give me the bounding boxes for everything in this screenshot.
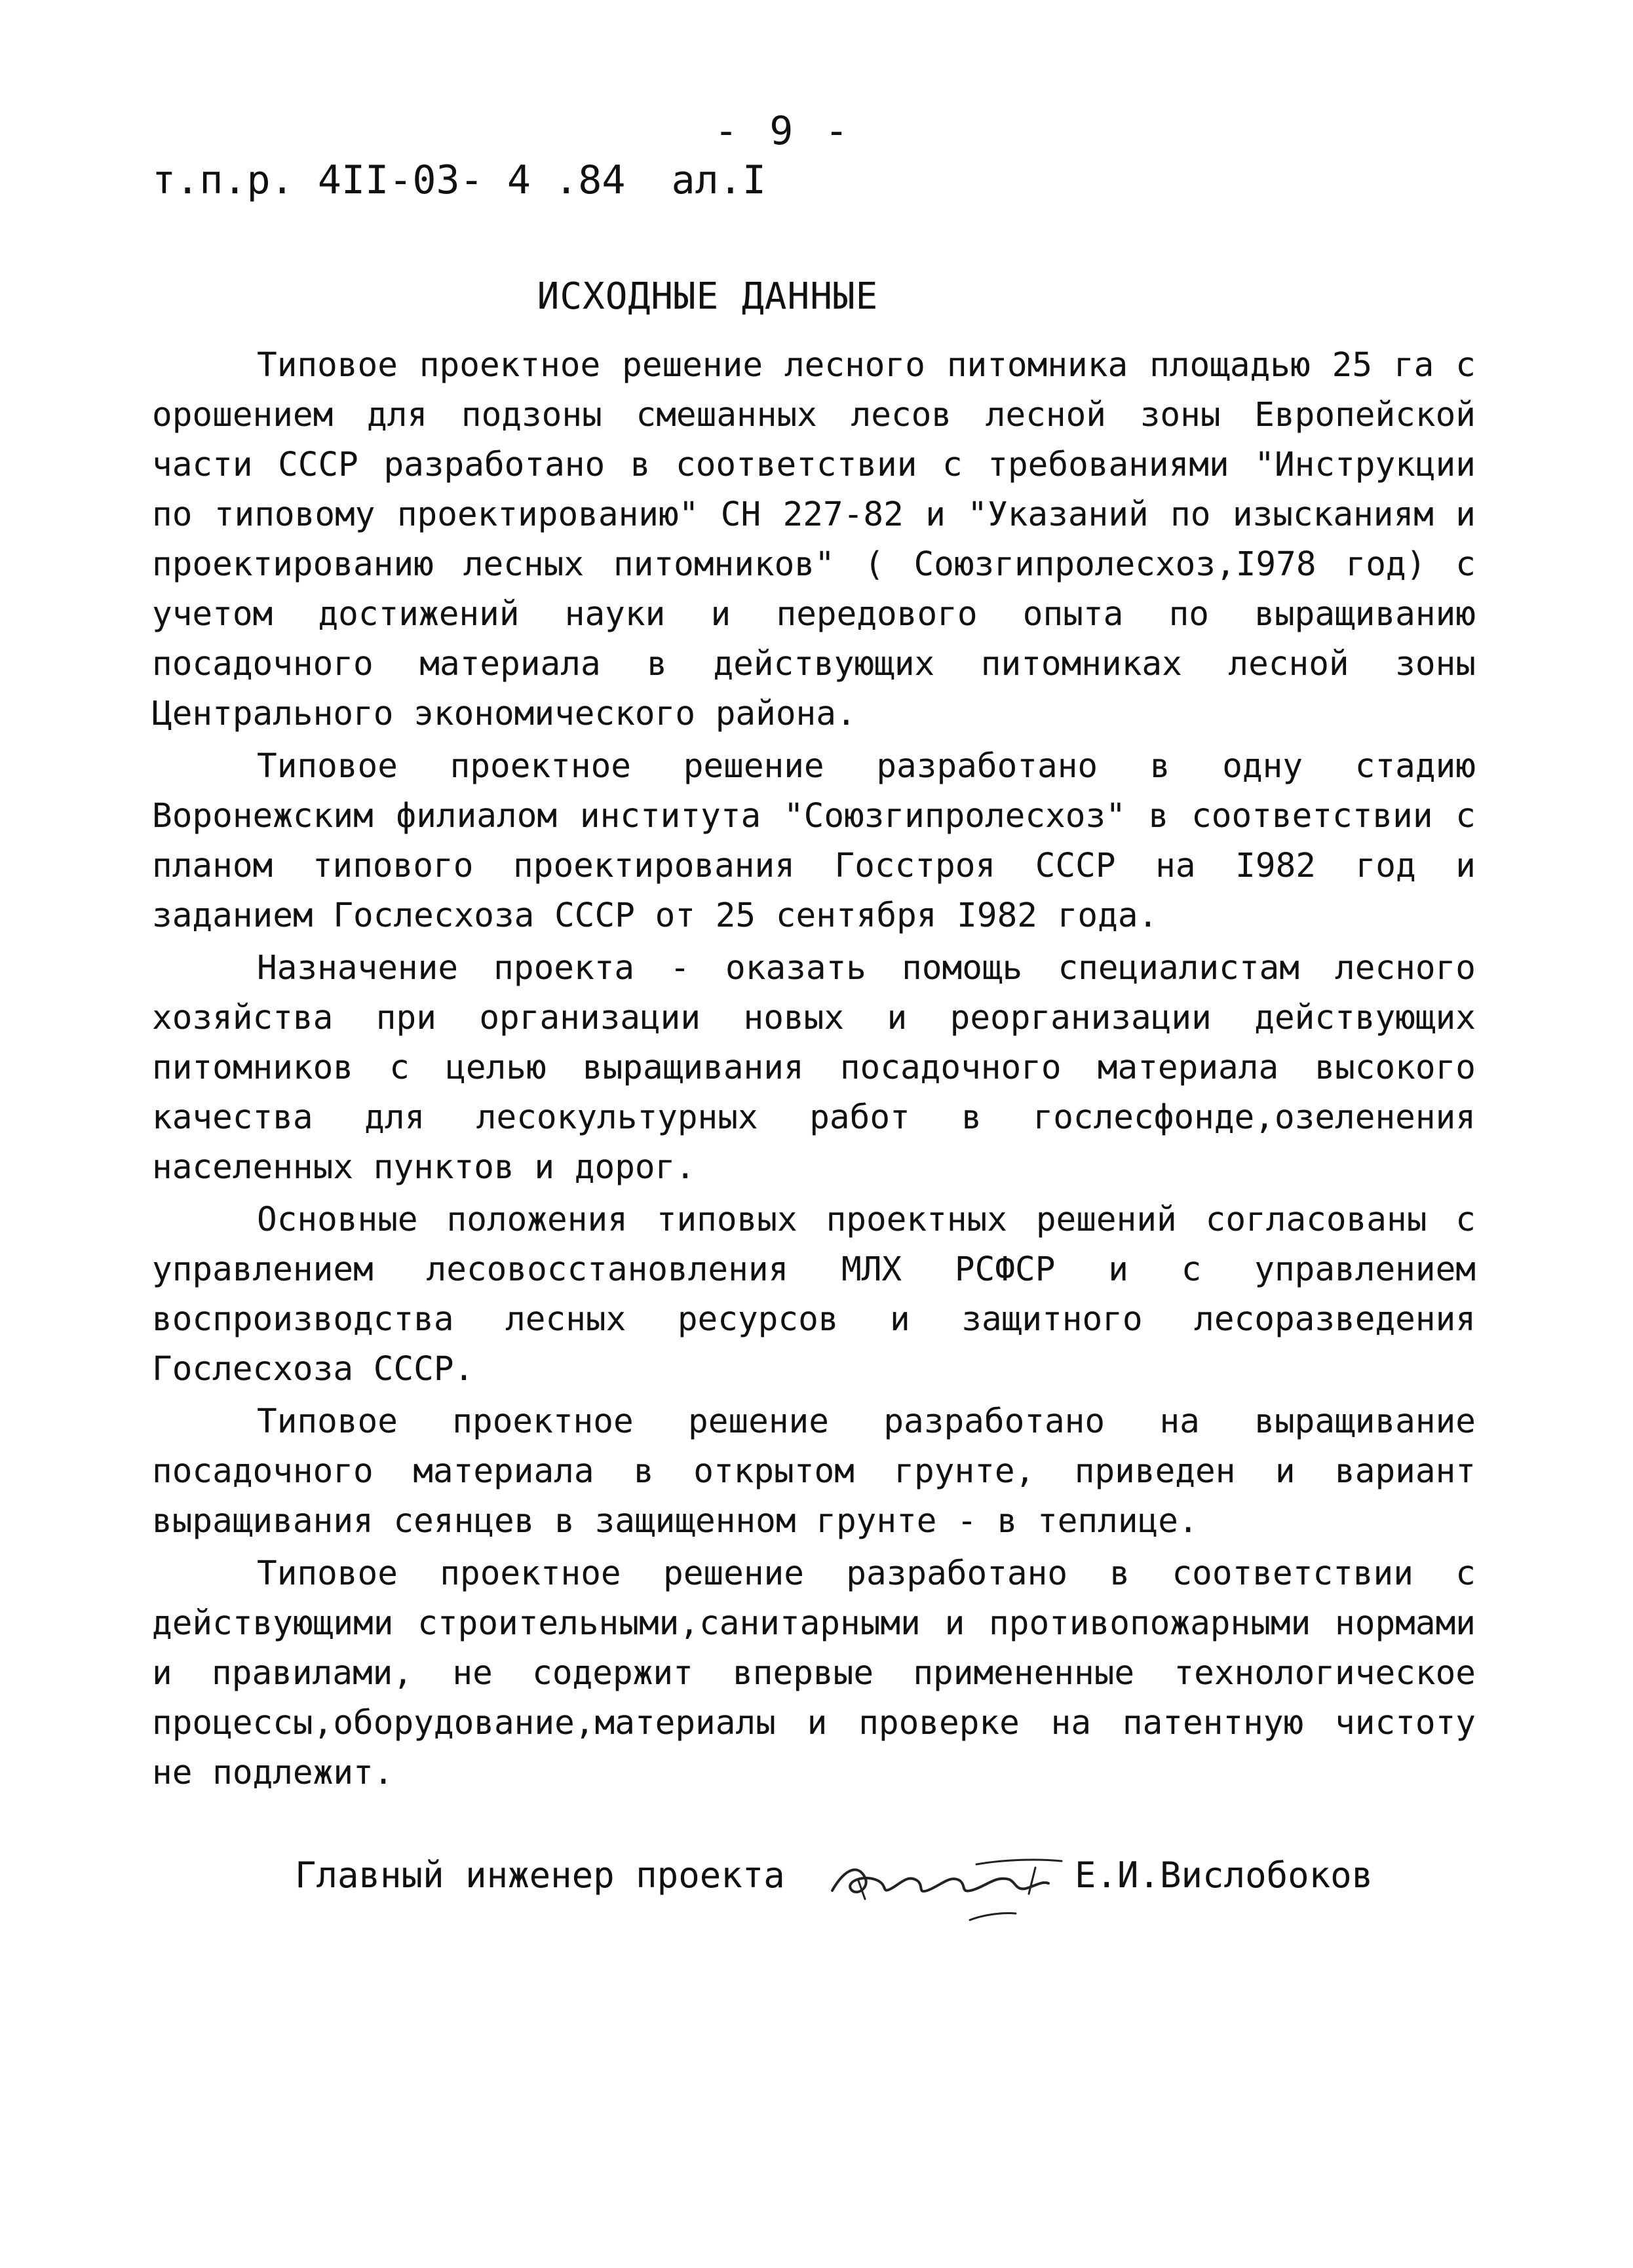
signer-title: Главный инженер проекта — [295, 1855, 785, 1896]
page-number: - 9 - — [714, 108, 853, 154]
paragraph: Назначение проекта - оказать помощь специалистам лесного хозяйства при организации новых и реорганизации действующих питомников с целью выращивания посадочного материала высокого качества для лесокультурных работ в гослесфонде,озеленения населенных пунктов и дорог. — [152, 949, 1476, 1187]
sheet-label: ал.I — [671, 157, 766, 203]
signer-name: Е.И.Вислобоков — [1075, 1855, 1374, 1896]
paragraph: Основные положения типовых проектных решений согласованы с управлением лесовосстановления МЛХ РСФСР и с управлением воспроизводства лесных ресурсов и защитного лесоразведения Гослесхоза СССР. — [152, 1201, 1476, 1389]
signature-block — [295, 1828, 1409, 1933]
section-heading: ИСХОДНЫЕ ДАННЫЕ — [537, 275, 879, 318]
paragraph: Типовое проектное решение разработано в соответствии с действующими строительными,санитарными и противопожарными нормами и правилами, не содержит впервые примененные технологическое процессы,оборудование,материалы и проверке на патентную чистоту не подлежит. — [152, 1554, 1476, 1792]
paragraph: Типовое проектное решение лесного питомника площадью 25 га с орошением для подзоны смешанных лесов лесной зоны Европейской части СССР разработано в соответствии с требованиями "Инструкции по типовому проектированию" СН 227-82 и "Указаний по изысканиям и проектированию лесных питомников" ( Союзгипролесхоз,I978 год) с учетом достижений науки и передового опыта по выращиванию посадочного материала в действующих питомниках лесной зоны Центрального экономического района. — [152, 346, 1476, 733]
document-code — [152, 157, 766, 203]
paragraph: Типовое проектное решение разработано в одну стадию Воронежским филиалом института "Союзгипролесхоз" в соответствии с планом типового проектирования Госстроя СССР на I982 год и заданием Гослесхоза СССР от 25 сентября I982 года. — [152, 747, 1476, 935]
paragraph: Типовое проектное решение разработано на выращивание посадочного материала в открытом грунте, приведен и вариант выращивания сеянцев в защищенном грунте - в теплице. — [152, 1402, 1476, 1541]
handwritten-signature — [819, 1828, 1068, 1933]
body-text — [152, 341, 1476, 1801]
document-code-number: т.п.р. 4II-03- 4 .84 — [152, 157, 626, 203]
